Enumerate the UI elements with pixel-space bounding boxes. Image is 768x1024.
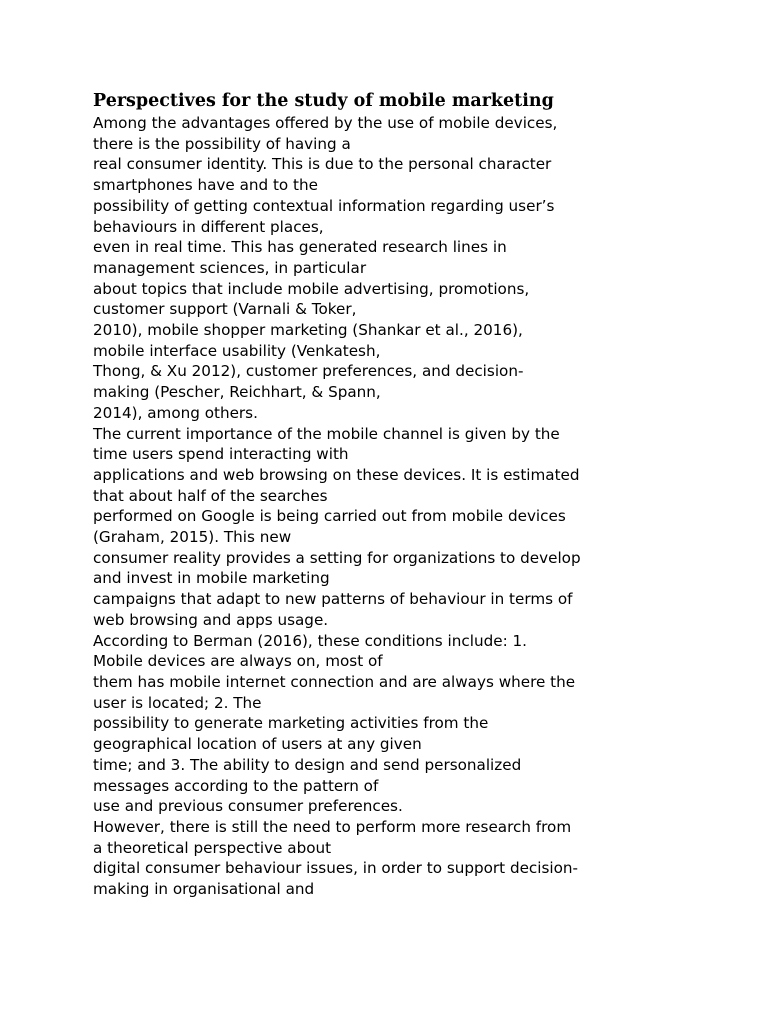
section-heading: Perspectives for the study of mobile marketing (93, 91, 554, 111)
text-line: web browsing and apps usage. (93, 610, 329, 629)
text-line: Thong, & Xu 2012), customer preferences, and decision- (93, 362, 524, 381)
text-line: mobile interface usability (Venkatesh, (93, 341, 381, 360)
text-line: campaigns that adapt to new patterns of behaviour in terms of (93, 590, 573, 609)
text-line: However, there is still the need to perform more research from (93, 817, 572, 836)
text-line: making (Pescher, Reichhart, & Spann, (93, 383, 381, 402)
text-line: time users spend interacting with (93, 445, 349, 464)
text-line: there is the possibility of having a (93, 134, 351, 153)
body-text (93, 113, 733, 900)
text-line: performed on Google is being carried out from mobile devices (93, 507, 566, 526)
text-line: possibility to generate marketing activities from the (93, 714, 489, 733)
text-line: Among the advantages offered by the use of mobile devices, (93, 114, 558, 132)
text-line: Mobile devices are always on, most of (93, 652, 383, 671)
text-line: geographical location of users at any given (93, 735, 422, 754)
text-line: behaviours in different places, (93, 217, 324, 236)
text-line: According to Berman (2016), these conditions include: 1. (93, 631, 527, 650)
text-line: 2014), among others. (93, 403, 258, 422)
text-line: making in organisational and (93, 880, 315, 899)
text-line: (Graham, 2015). This new (93, 528, 292, 547)
text-line: applications and web browsing on these devices. It is estimated (93, 465, 580, 484)
text-line: that about half of the searches (93, 486, 328, 505)
text-line: time; and 3. The ability to design and send personalized (93, 755, 522, 774)
text-line: messages according to the pattern of (93, 776, 379, 795)
text-line: a theoretical perspective about (93, 838, 332, 857)
text-line: them has mobile internet connection and are always where the (93, 672, 576, 691)
text-line: use and previous consumer preferences. (93, 797, 403, 816)
text-line: digital consumer behaviour issues, in order to support decision- (93, 859, 579, 878)
text-line: real consumer identity. This is due to the personal character (93, 155, 552, 174)
text-line: consumer reality provides a setting for organizations to develop (93, 548, 581, 567)
text-line: The current importance of the mobile channel is given by the (93, 424, 560, 443)
text-line: and invest in mobile marketing (93, 569, 330, 588)
text-line: user is located; 2. The (93, 693, 262, 712)
text-line: even in real time. This has generated research lines in (93, 238, 507, 257)
text-line: about topics that include mobile advertising, promotions, (93, 279, 530, 298)
text-line: customer support (Varnali & Toker, (93, 300, 357, 319)
text-line: smartphones have and to the (93, 176, 318, 195)
text-line: possibility of getting contextual information regarding user’s (93, 196, 555, 215)
text-line: 2010), mobile shopper marketing (Shankar et al., 2016), (93, 321, 523, 340)
text-line: management sciences, in particular (93, 258, 367, 277)
